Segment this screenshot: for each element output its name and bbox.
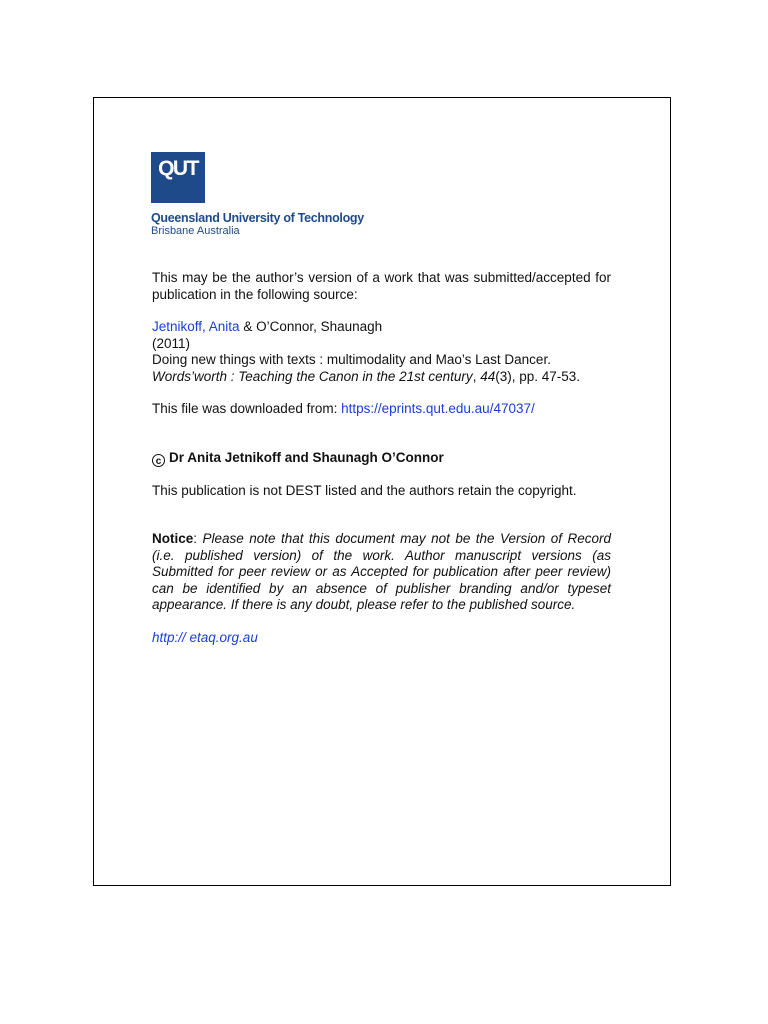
coauthor: & O’Connor, Shaunagh bbox=[243, 319, 383, 334]
journal-name: Words’worth : Teaching the Canon in the 21st century bbox=[152, 368, 473, 384]
citation-year: (2011) bbox=[152, 335, 191, 351]
download-line bbox=[152, 401, 611, 418]
notice-paragraph bbox=[152, 531, 611, 614]
logo-mark: QUT bbox=[158, 157, 198, 180]
journal-volume: 44 bbox=[480, 368, 496, 384]
citation-authors bbox=[152, 319, 611, 336]
source-link[interactable] bbox=[152, 630, 258, 645]
citation-journal bbox=[152, 369, 611, 386]
copyright-icon: c bbox=[152, 454, 165, 467]
copyright-line bbox=[152, 450, 611, 467]
notice-label: Notice bbox=[152, 531, 194, 546]
university-name: Queensland University of Technology bbox=[151, 211, 364, 225]
download-label: This file was downloaded from: bbox=[152, 401, 342, 416]
author-link[interactable]: Jetnikoff, Anita bbox=[152, 319, 240, 334]
notice-colon: : bbox=[193, 531, 203, 546]
qut-logo bbox=[151, 152, 205, 203]
download-url-link[interactable]: https://eprints.qut.edu.au/47037/ bbox=[341, 401, 535, 416]
citation-title: Doing new things with texts : multimodality and Mao’s Last Dancer. bbox=[152, 352, 551, 367]
issue-pages: (3), pp. 47-53. bbox=[495, 368, 581, 384]
cover-sheet-content bbox=[152, 270, 611, 646]
notice-text: Please note that this document may not be the Version of Record (i.e. published version) of the work. Author manuscript versions (as Submitted for peer review or as Accepted for publication after peer review) can be identified by an absence of publisher branding and/or typeset appearance. If there is any doubt, please refer to the published source. bbox=[152, 531, 611, 612]
source-link-text: http:// etaq.org.au bbox=[152, 629, 258, 645]
university-location: Brisbane Australia bbox=[151, 225, 240, 237]
publication-note: This publication is not DEST listed and the authors retain the copyright. bbox=[152, 482, 577, 498]
journal-separator: , bbox=[472, 368, 481, 384]
intro-text: This may be the author’s version of a work that was submitted/accepted for publication in the following source: bbox=[152, 270, 611, 302]
source-link-line bbox=[152, 630, 611, 647]
copyright-holders: Dr Anita Jetnikoff and Shaunagh O’Connor bbox=[169, 449, 444, 465]
